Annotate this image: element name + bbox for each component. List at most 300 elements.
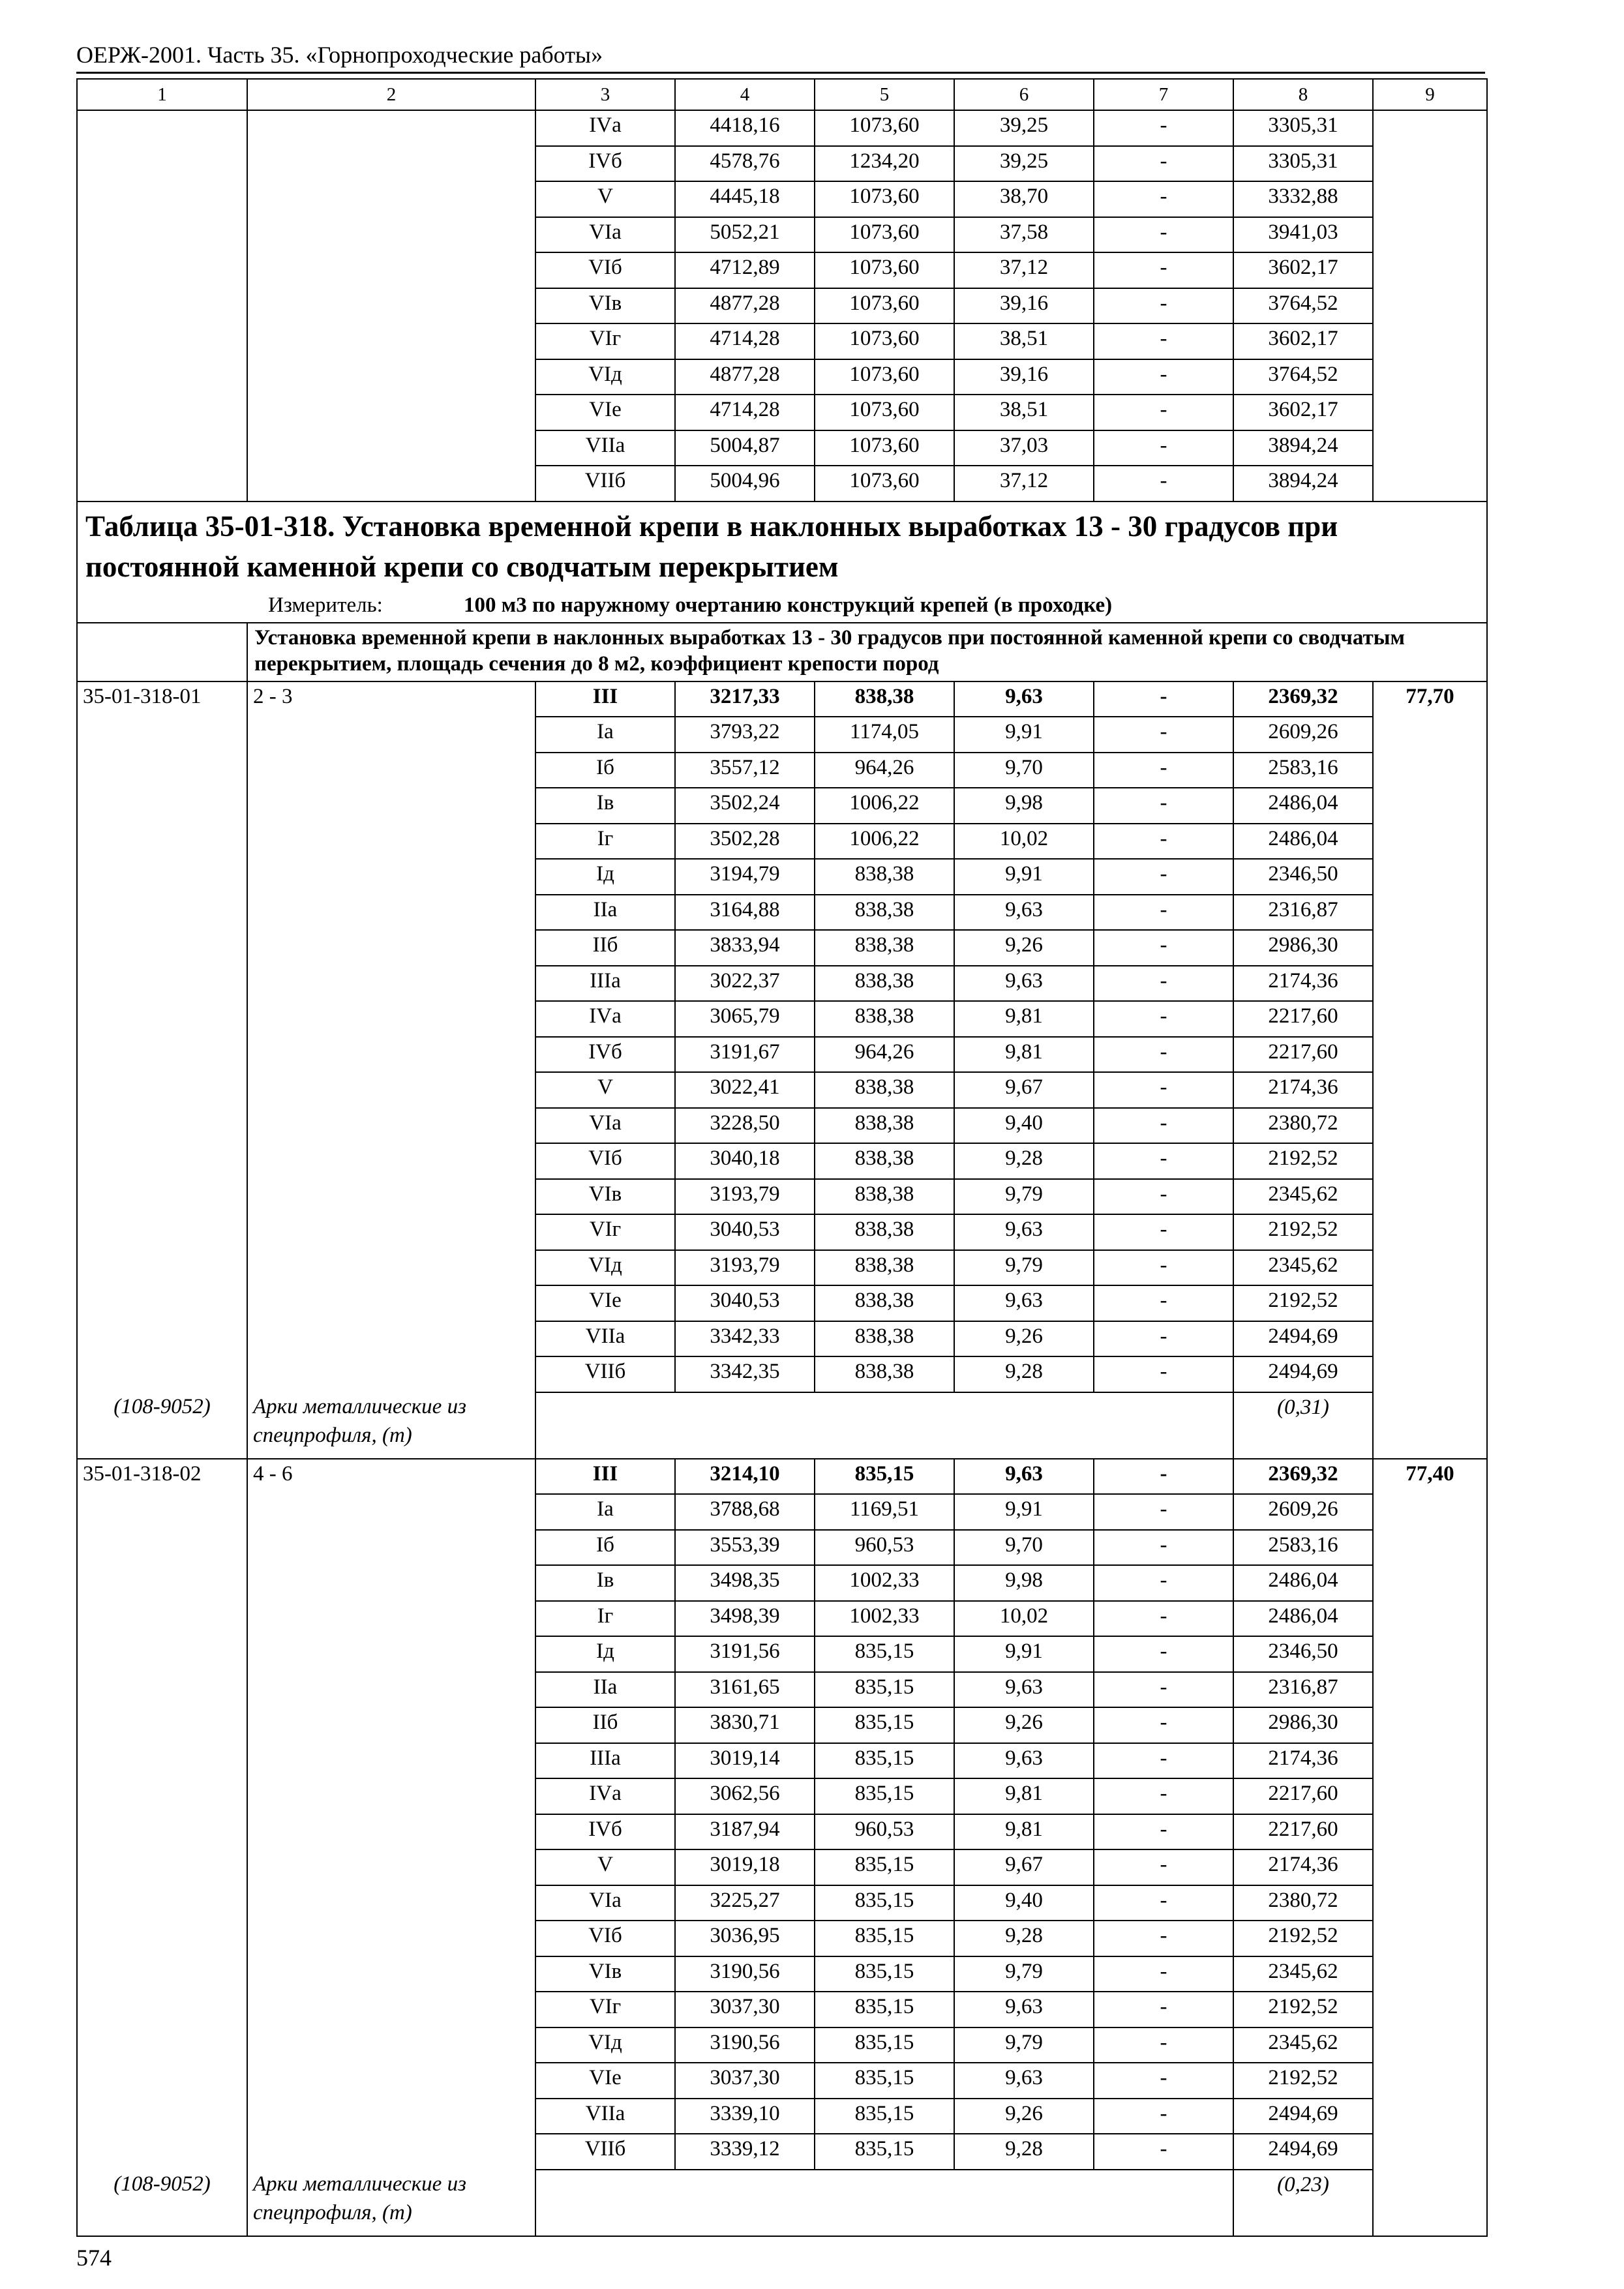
value-cell: 3941,03 (1233, 217, 1373, 253)
value-cell: 838,38 (815, 1072, 954, 1108)
value-cell: 9,63 (954, 1285, 1094, 1321)
labor-cell (1373, 788, 1487, 824)
value-cell: 2174,36 (1233, 1743, 1373, 1779)
value-cell: - (1094, 1565, 1233, 1601)
code-cell (77, 1778, 247, 1814)
value-cell: 10,02 (954, 1601, 1094, 1637)
value-cell: 2494,69 (1233, 2099, 1373, 2134)
name-cell (247, 788, 535, 824)
value-cell: 38,51 (954, 395, 1094, 430)
value-cell: - (1094, 824, 1233, 860)
name-cell (247, 1250, 535, 1286)
value-cell: 1006,22 (815, 788, 954, 824)
value-cell: - (1094, 1849, 1233, 1885)
value-cell: 3305,31 (1233, 110, 1373, 146)
value-cell: VIг (535, 323, 675, 359)
value-cell: 3793,22 (675, 717, 815, 753)
value-cell: 838,38 (815, 895, 954, 931)
value-cell: - (1094, 1179, 1233, 1215)
value-cell: 5004,87 (675, 430, 815, 466)
value-cell: 2192,52 (1233, 1143, 1373, 1179)
code-cell (77, 1179, 247, 1215)
value-cell: Iб (535, 1530, 675, 1566)
labor-cell (1373, 1885, 1487, 1921)
column-number: 3 (535, 79, 675, 110)
column-number: 2 (247, 79, 535, 110)
value-cell: - (1094, 2099, 1233, 2134)
main-value-cell: 2369,32 (1233, 681, 1373, 717)
table-row (77, 1778, 1487, 1814)
column-number: 8 (1233, 79, 1373, 110)
name-cell (247, 181, 535, 217)
labor-cell (1373, 1037, 1487, 1073)
value-cell: 2192,52 (1233, 1214, 1373, 1250)
value-cell: VIIб (535, 466, 675, 501)
value-cell: 37,03 (954, 430, 1094, 466)
value-cell: 37,12 (954, 252, 1094, 288)
value-cell: 3342,33 (675, 1321, 815, 1357)
value-cell: 9,63 (954, 1992, 1094, 2027)
empty-cells (535, 1392, 1233, 1459)
value-cell: 39,16 (954, 359, 1094, 395)
labor-cell (1373, 1743, 1487, 1779)
value-cell: - (1094, 1814, 1233, 1850)
value-cell: - (1094, 181, 1233, 217)
value-cell: 9,70 (954, 753, 1094, 788)
value-cell: - (1094, 288, 1233, 324)
value-cell: 835,15 (815, 1992, 954, 2027)
value-cell: 2345,62 (1233, 1956, 1373, 1992)
measure-line (85, 591, 1479, 620)
value-cell: 3602,17 (1233, 395, 1373, 430)
main-value-cell: 838,38 (815, 681, 954, 717)
value-cell: 9,28 (954, 1143, 1094, 1179)
value-cell: 3830,71 (675, 1707, 815, 1743)
table-row (77, 930, 1487, 966)
value-cell: 9,81 (954, 1814, 1094, 1850)
value-cell: - (1094, 1707, 1233, 1743)
value-cell: - (1094, 1250, 1233, 1286)
code-cell (77, 1672, 247, 1708)
value-cell: 2174,36 (1233, 966, 1373, 1002)
table-row (77, 717, 1487, 753)
code-cell (77, 2134, 247, 2170)
table-row (77, 252, 1487, 288)
table-row (77, 1179, 1487, 1215)
value-cell: VIа (535, 1108, 675, 1144)
code-cell (77, 395, 247, 430)
value-cell: 2174,36 (1233, 1849, 1373, 1885)
labor-cell (1373, 1143, 1487, 1179)
value-cell: 2486,04 (1233, 824, 1373, 860)
value-cell: 2380,72 (1233, 1108, 1373, 1144)
value-cell: 9,28 (954, 2134, 1094, 2170)
table-row (77, 1321, 1487, 1357)
value-cell: 2345,62 (1233, 2027, 1373, 2063)
name-cell (247, 1321, 535, 1357)
table-row (77, 1072, 1487, 1108)
name-cell (247, 146, 535, 182)
code-cell (77, 1143, 247, 1179)
labor-cell (1373, 824, 1487, 860)
labor-cell (1373, 395, 1487, 430)
column-number-row (77, 79, 1487, 110)
labor-cell (1373, 1072, 1487, 1108)
value-cell: - (1094, 1636, 1233, 1672)
name-cell (247, 1921, 535, 1956)
value-cell: 3764,52 (1233, 359, 1373, 395)
labor-cell (1373, 2063, 1487, 2099)
table-row (77, 1707, 1487, 1743)
value-cell: - (1094, 430, 1233, 466)
value-cell: 3339,12 (675, 2134, 815, 2170)
value-cell: 960,53 (815, 1530, 954, 1566)
value-cell: V (535, 181, 675, 217)
name-cell (247, 1707, 535, 1743)
value-cell: 39,25 (954, 110, 1094, 146)
name-cell (247, 1530, 535, 1566)
item-main-row (77, 1459, 1487, 1495)
value-cell: VIд (535, 359, 675, 395)
value-cell: - (1094, 1321, 1233, 1357)
value-cell: - (1094, 252, 1233, 288)
value-cell: 9,81 (954, 1001, 1094, 1037)
code-cell (77, 146, 247, 182)
name-cell (247, 1636, 535, 1672)
name-cell (247, 466, 535, 501)
value-cell: VIв (535, 288, 675, 324)
main-value-cell: 835,15 (815, 1459, 954, 1495)
code-cell (77, 1356, 247, 1392)
value-cell: 9,67 (954, 1072, 1094, 1108)
value-cell: Iа (535, 717, 675, 753)
labor-cell (1373, 2134, 1487, 2170)
table-row (77, 466, 1487, 501)
value-cell: 9,63 (954, 1214, 1094, 1250)
value-cell: Iв (535, 1565, 675, 1601)
table-row (77, 2099, 1487, 2134)
resource-name: Арки металлические из спецпрофиля, (т) (247, 1392, 535, 1459)
value-cell: 835,15 (815, 2134, 954, 2170)
labor-cell (1373, 1921, 1487, 1956)
table-row (77, 1565, 1487, 1601)
name-cell (247, 966, 535, 1002)
labor-cell (1373, 217, 1487, 253)
item-range: 4 - 6 (247, 1459, 535, 1495)
value-cell: 3193,79 (675, 1179, 815, 1215)
name-cell (247, 323, 535, 359)
name-cell (247, 2063, 535, 2099)
value-cell: 2583,16 (1233, 753, 1373, 788)
name-cell (247, 1565, 535, 1601)
name-cell (247, 824, 535, 860)
table-row (77, 859, 1487, 895)
resource-quantity: (0,31) (1233, 1392, 1373, 1459)
value-cell: 39,25 (954, 146, 1094, 182)
value-cell: 2986,30 (1233, 1707, 1373, 1743)
value-cell: 1073,60 (815, 395, 954, 430)
resource-code: (108-9052) (77, 1392, 247, 1459)
table-row (77, 788, 1487, 824)
code-cell (77, 1250, 247, 1286)
table-row (77, 430, 1487, 466)
value-cell: 3190,56 (675, 1956, 815, 1992)
labor-cell (1373, 1565, 1487, 1601)
value-cell: Iв (535, 788, 675, 824)
name-cell (247, 1849, 535, 1885)
value-cell: 2192,52 (1233, 1992, 1373, 2027)
value-cell: - (1094, 1037, 1233, 1073)
code-cell (77, 966, 247, 1002)
value-cell: - (1094, 1601, 1233, 1637)
labor-cell (1373, 1356, 1487, 1392)
value-cell: 10,02 (954, 824, 1094, 860)
labor-cell (1373, 1321, 1487, 1357)
labor-cell (1373, 1849, 1487, 1885)
code-cell (77, 2027, 247, 2063)
table-row (77, 1250, 1487, 1286)
value-cell: 1169,51 (815, 1494, 954, 1530)
labor-cell (1373, 1672, 1487, 1708)
value-cell: 3191,67 (675, 1037, 815, 1073)
column-number: 5 (815, 79, 954, 110)
value-cell: IVб (535, 1814, 675, 1850)
labor-cell (1373, 753, 1487, 788)
value-cell: 1073,60 (815, 430, 954, 466)
code-cell (77, 1108, 247, 1144)
code-cell (77, 1072, 247, 1108)
value-cell: 1073,60 (815, 110, 954, 146)
value-cell: 2494,69 (1233, 1356, 1373, 1392)
value-cell: VIа (535, 217, 675, 253)
value-cell: 3022,41 (675, 1072, 815, 1108)
value-cell: 3502,28 (675, 824, 815, 860)
code-cell (77, 288, 247, 324)
code-cell (77, 1992, 247, 2027)
value-cell: 838,38 (815, 1250, 954, 1286)
value-cell: 9,40 (954, 1108, 1094, 1144)
value-cell: - (1094, 2134, 1233, 2170)
table-row (77, 1037, 1487, 1073)
table-row (77, 395, 1487, 430)
name-cell (247, 252, 535, 288)
value-cell: VIб (535, 1921, 675, 1956)
value-cell: VIа (535, 1885, 675, 1921)
value-cell: VIIа (535, 2099, 675, 2134)
value-cell: - (1094, 1143, 1233, 1179)
value-cell: 9,63 (954, 895, 1094, 931)
value-cell: 9,63 (954, 2063, 1094, 2099)
value-cell: 3342,35 (675, 1356, 815, 1392)
value-cell: 3037,30 (675, 2063, 815, 2099)
code-cell (77, 1037, 247, 1073)
value-cell: - (1094, 1285, 1233, 1321)
name-cell (247, 1494, 535, 1530)
value-cell: 2217,60 (1233, 1037, 1373, 1073)
value-cell: 4714,28 (675, 323, 815, 359)
value-cell: VIб (535, 1143, 675, 1179)
value-cell: 2583,16 (1233, 1530, 1373, 1566)
labor-value: 77,40 (1373, 1459, 1487, 1495)
value-cell: 4712,89 (675, 252, 815, 288)
value-cell: 2346,50 (1233, 1636, 1373, 1672)
value-cell: 2986,30 (1233, 930, 1373, 966)
value-cell: - (1094, 1214, 1233, 1250)
value-cell: 2609,26 (1233, 1494, 1373, 1530)
value-cell: 3557,12 (675, 753, 815, 788)
value-cell: 2217,60 (1233, 1778, 1373, 1814)
value-cell: - (1094, 895, 1233, 931)
value-cell: 1073,60 (815, 217, 954, 253)
value-cell: 2609,26 (1233, 717, 1373, 753)
code-cell (77, 252, 247, 288)
value-cell: 838,38 (815, 1143, 954, 1179)
value-cell: 3019,14 (675, 1743, 815, 1779)
value-cell: 9,91 (954, 859, 1094, 895)
labor-cell (1373, 1778, 1487, 1814)
value-cell: 2217,60 (1233, 1814, 1373, 1850)
value-cell: IIб (535, 1707, 675, 1743)
item-code: 35-01-318-02 (77, 1459, 247, 1495)
value-cell: 1234,20 (815, 146, 954, 182)
column-number: 1 (77, 79, 247, 110)
value-cell: 38,70 (954, 181, 1094, 217)
value-cell: - (1094, 146, 1233, 182)
main-value-cell: 2369,32 (1233, 1459, 1373, 1495)
name-cell (247, 1743, 535, 1779)
page-header: ОЕРЖ-2001. Часть 35. «Горнопроходческие работы» (76, 42, 603, 68)
name-cell (247, 1778, 535, 1814)
name-cell (247, 930, 535, 966)
labor-cell (1373, 1285, 1487, 1321)
name-cell (247, 895, 535, 931)
labor-cell (1373, 181, 1487, 217)
value-cell: 3062,56 (675, 1778, 815, 1814)
code-cell (77, 181, 247, 217)
name-cell (247, 2134, 535, 2170)
value-cell: - (1094, 1072, 1233, 1108)
value-cell: IVа (535, 1001, 675, 1037)
table-row (77, 1601, 1487, 1637)
value-cell: 3833,94 (675, 930, 815, 966)
resource-row (77, 1392, 1487, 1459)
value-cell: 3040,53 (675, 1214, 815, 1250)
labor-cell (1373, 1530, 1487, 1566)
value-cell: 960,53 (815, 1814, 954, 1850)
name-cell (247, 288, 535, 324)
table-title: Таблица 35-01-318. Установка временной крепи в наклонных выработках 13 - 30 градусов при постоянной каменной крепи со сводчатым перекрытием (85, 509, 1338, 583)
value-cell: VIIа (535, 430, 675, 466)
value-cell: - (1094, 323, 1233, 359)
value-cell: - (1094, 1921, 1233, 1956)
code-cell (77, 1001, 247, 1037)
value-cell: VIIа (535, 1321, 675, 1357)
value-cell: 9,40 (954, 1885, 1094, 1921)
value-cell: 838,38 (815, 1285, 954, 1321)
labor-cell (1373, 1956, 1487, 1992)
name-cell (247, 1601, 535, 1637)
name-cell (247, 1356, 535, 1392)
item-code: 35-01-318-01 (77, 681, 247, 717)
value-cell: 9,91 (954, 1494, 1094, 1530)
value-cell: 835,15 (815, 1778, 954, 1814)
value-cell: 9,91 (954, 1636, 1094, 1672)
labor-cell (1373, 966, 1487, 1002)
value-cell: 39,16 (954, 288, 1094, 324)
table-row (77, 1885, 1487, 1921)
value-cell: 2174,36 (1233, 1072, 1373, 1108)
column-number: 9 (1373, 79, 1487, 110)
value-cell: 1174,05 (815, 717, 954, 753)
table-row (77, 359, 1487, 395)
column-number: 4 (675, 79, 815, 110)
value-cell: V (535, 1849, 675, 1885)
labor-cell (1373, 1494, 1487, 1530)
labor-cell (1373, 288, 1487, 324)
name-cell (247, 753, 535, 788)
code-cell (77, 1565, 247, 1601)
value-cell: 2316,87 (1233, 1672, 1373, 1708)
value-cell: 3602,17 (1233, 252, 1373, 288)
value-cell: 4445,18 (675, 181, 815, 217)
value-cell: VIб (535, 252, 675, 288)
value-cell: - (1094, 110, 1233, 146)
value-cell: VIв (535, 1956, 675, 1992)
value-cell: 835,15 (815, 1921, 954, 1956)
value-cell: 2192,52 (1233, 1921, 1373, 1956)
main-value-cell: III (535, 1459, 675, 1495)
value-cell: 37,58 (954, 217, 1094, 253)
value-cell: IVб (535, 1037, 675, 1073)
value-cell: 3019,18 (675, 1849, 815, 1885)
code-cell (77, 2063, 247, 2099)
value-cell: 9,63 (954, 1672, 1094, 1708)
value-cell: 835,15 (815, 1885, 954, 1921)
value-cell: 3228,50 (675, 1108, 815, 1144)
name-cell (247, 1037, 535, 1073)
code-cell (77, 1321, 247, 1357)
value-cell: 3164,88 (675, 895, 815, 931)
value-cell: 3332,88 (1233, 181, 1373, 217)
labor-cell (1373, 359, 1487, 395)
table-row (77, 1992, 1487, 2027)
code-cell (77, 824, 247, 860)
value-cell: Iд (535, 859, 675, 895)
value-cell: 3788,68 (675, 1494, 815, 1530)
name-cell (247, 2027, 535, 2063)
value-cell: 3498,39 (675, 1601, 815, 1637)
value-cell: 5004,96 (675, 466, 815, 501)
value-cell: 38,51 (954, 323, 1094, 359)
main-value-cell: 9,63 (954, 1459, 1094, 1495)
value-cell: 2494,69 (1233, 1321, 1373, 1357)
value-cell: 5052,21 (675, 217, 815, 253)
column-number: 7 (1094, 79, 1233, 110)
value-cell: - (1094, 1743, 1233, 1779)
value-cell: IIа (535, 895, 675, 931)
value-cell: 2345,62 (1233, 1179, 1373, 1215)
table-row (77, 1530, 1487, 1566)
resource-quantity: (0,23) (1233, 2170, 1373, 2236)
name-cell (247, 859, 535, 895)
main-value-cell: 9,63 (954, 681, 1094, 717)
value-cell: 4714,28 (675, 395, 815, 430)
value-cell: 3022,37 (675, 966, 815, 1002)
value-cell: 2345,62 (1233, 1250, 1373, 1286)
table-row (77, 181, 1487, 217)
code-cell (77, 430, 247, 466)
value-cell: 3305,31 (1233, 146, 1373, 182)
